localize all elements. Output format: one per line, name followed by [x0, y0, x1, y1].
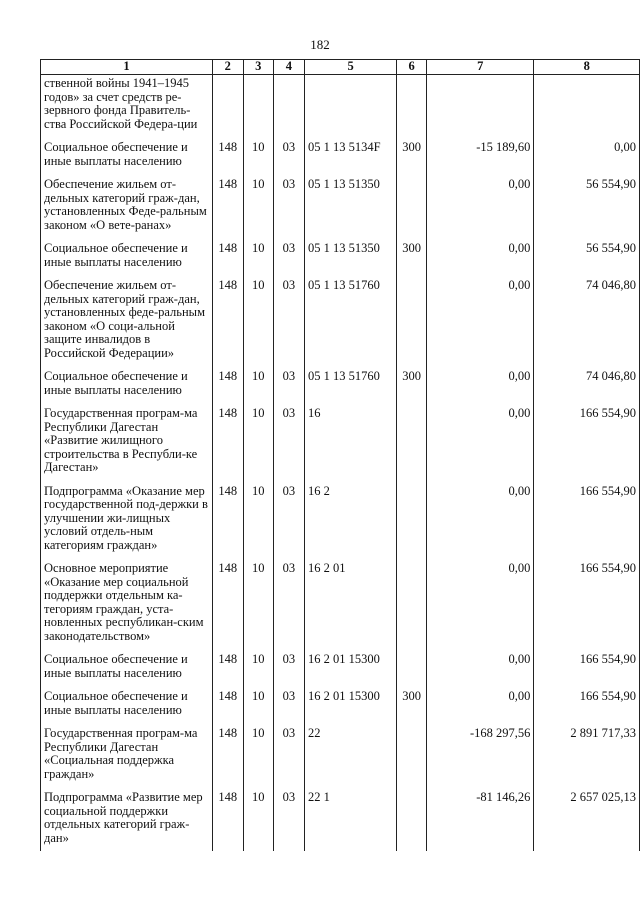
row-section: 10 [243, 787, 273, 851]
row-section: 10 [243, 174, 273, 238]
row-amount-total: 166 554,90 [534, 686, 640, 723]
column-header-3: 3 [243, 60, 273, 75]
row-amount-change: 0,00 [427, 558, 534, 649]
row-name: Основное мероприятие «Оказание мер социальной поддержки отдельным ка-тегориям граждан, уста-новленных республикан-ским законодательством» [41, 558, 213, 649]
row-target-article: 16 2 01 [305, 558, 397, 649]
table-row [41, 75, 640, 138]
column-header-1: 1 [41, 60, 213, 75]
row-subsection: 03 [273, 558, 304, 649]
table-row [41, 723, 640, 787]
row-name: Обеспечение жильем от-дельных категорий граж-дан, установленных феде-ральным законом «О соци-альной защите инвалидов в Российской Федерации» [41, 275, 213, 366]
row-ministry-code: 148 [212, 481, 243, 559]
row-expense-type [397, 558, 427, 649]
row-section: 10 [243, 137, 273, 174]
row-expense-type [397, 403, 427, 481]
row-amount-total: 2 891 717,33 [534, 723, 640, 787]
row-amount-change: 0,00 [427, 238, 534, 275]
column-header-5: 5 [305, 60, 397, 75]
row-target-article: 05 1 13 51350 [305, 174, 397, 238]
row-amount-change: -168 297,56 [427, 723, 534, 787]
row-amount-change: 0,00 [427, 366, 534, 403]
row-target-article: 16 [305, 403, 397, 481]
row-amount-total: 74 046,80 [534, 366, 640, 403]
row-name: Подпрограмма «Развитие мер социальной поддержки отдельных категорий граж-дан» [41, 787, 213, 851]
row-ministry-code: 148 [212, 275, 243, 366]
row-subsection: 03 [273, 686, 304, 723]
row-subsection: 03 [273, 723, 304, 787]
table-row [41, 174, 640, 238]
row-amount-change: 0,00 [427, 686, 534, 723]
row-amount-change: 0,00 [427, 481, 534, 559]
row-expense-type: 300 [397, 238, 427, 275]
row-section: 10 [243, 723, 273, 787]
table-row [41, 275, 640, 366]
row-amount-change: 0,00 [427, 403, 534, 481]
row-section [243, 75, 273, 138]
column-header-6: 6 [397, 60, 427, 75]
table-row [41, 649, 640, 686]
table-row [41, 366, 640, 403]
row-ministry-code: 148 [212, 787, 243, 851]
table-row [41, 481, 640, 559]
row-amount-change: -81 146,26 [427, 787, 534, 851]
row-target-article: 05 1 13 5134F [305, 137, 397, 174]
row-section: 10 [243, 275, 273, 366]
row-name: ственной войны 1941–1945 годов» за счет средств ре-зервного фонда Правитель-ства Российской Федера-ции [41, 75, 213, 138]
row-amount-total: 2 657 025,13 [534, 787, 640, 851]
row-amount-change: -15 189,60 [427, 137, 534, 174]
row-amount-change: 0,00 [427, 174, 534, 238]
row-ministry-code: 148 [212, 649, 243, 686]
row-expense-type [397, 787, 427, 851]
row-target-article: 22 1 [305, 787, 397, 851]
row-target-article: 16 2 [305, 481, 397, 559]
row-target-article: 05 1 13 51760 [305, 275, 397, 366]
row-ministry-code: 148 [212, 403, 243, 481]
row-subsection: 03 [273, 787, 304, 851]
row-amount-total: 166 554,90 [534, 649, 640, 686]
row-expense-type: 300 [397, 366, 427, 403]
row-target-article: 16 2 01 15300 [305, 649, 397, 686]
row-name: Государственная програм-ма Республики Дагестан «Социальная поддержка граждан» [41, 723, 213, 787]
row-name: Подпрограмма «Оказание мер государственной под-держки в улучшении жи-лищных условий отдель-ным категориям граждан» [41, 481, 213, 559]
column-header-7: 7 [427, 60, 534, 75]
row-subsection: 03 [273, 275, 304, 366]
header-row [41, 60, 640, 75]
row-ministry-code: 148 [212, 723, 243, 787]
row-name: Социальное обеспечение и иные выплаты населению [41, 649, 213, 686]
row-ministry-code: 148 [212, 174, 243, 238]
column-header-4: 4 [273, 60, 304, 75]
row-ministry-code: 148 [212, 686, 243, 723]
row-section: 10 [243, 558, 273, 649]
row-amount-total [534, 75, 640, 138]
row-ministry-code [212, 75, 243, 138]
row-expense-type: 300 [397, 137, 427, 174]
page-number: 182 [310, 37, 330, 52]
row-target-article: 05 1 13 51350 [305, 238, 397, 275]
row-section: 10 [243, 649, 273, 686]
row-subsection: 03 [273, 137, 304, 174]
row-expense-type [397, 649, 427, 686]
row-subsection: 03 [273, 174, 304, 238]
row-subsection: 03 [273, 366, 304, 403]
row-section: 10 [243, 481, 273, 559]
row-section: 10 [243, 403, 273, 481]
column-header-2: 2 [212, 60, 243, 75]
row-ministry-code: 148 [212, 137, 243, 174]
row-expense-type [397, 481, 427, 559]
row-target-article [305, 75, 397, 138]
row-expense-type [397, 174, 427, 238]
row-target-article: 16 2 01 15300 [305, 686, 397, 723]
row-amount-total: 166 554,90 [534, 558, 640, 649]
row-amount-total: 56 554,90 [534, 174, 640, 238]
row-name: Социальное обеспечение и иные выплаты населению [41, 366, 213, 403]
row-subsection: 03 [273, 481, 304, 559]
table-row [41, 238, 640, 275]
table-row [41, 137, 640, 174]
row-name: Социальное обеспечение и иные выплаты населению [41, 238, 213, 275]
row-amount-change: 0,00 [427, 649, 534, 686]
row-subsection: 03 [273, 403, 304, 481]
row-amount-total: 166 554,90 [534, 481, 640, 559]
row-ministry-code: 148 [212, 558, 243, 649]
row-expense-type [397, 75, 427, 138]
budget-table [40, 59, 640, 851]
row-ministry-code: 148 [212, 238, 243, 275]
row-expense-type: 300 [397, 686, 427, 723]
row-expense-type [397, 275, 427, 366]
row-amount-total: 166 554,90 [534, 403, 640, 481]
row-name: Обеспечение жильем от-дельных категорий граж-дан, установленных Феде-ральным законом «О вете-ранах» [41, 174, 213, 238]
row-name: Государственная програм-ма Республики Дагестан «Развитие жилищного строительства в Республи-ке Дагестан» [41, 403, 213, 481]
row-subsection: 03 [273, 238, 304, 275]
table-row [41, 403, 640, 481]
row-subsection [273, 75, 304, 138]
row-amount-total: 56 554,90 [534, 238, 640, 275]
row-subsection: 03 [273, 649, 304, 686]
row-target-article: 22 [305, 723, 397, 787]
row-amount-total: 74 046,80 [534, 275, 640, 366]
table-row [41, 686, 640, 723]
row-amount-total: 0,00 [534, 137, 640, 174]
row-expense-type [397, 723, 427, 787]
row-amount-change [427, 75, 534, 138]
row-section: 10 [243, 238, 273, 275]
row-target-article: 05 1 13 51760 [305, 366, 397, 403]
row-name: Социальное обеспечение и иные выплаты населению [41, 686, 213, 723]
row-ministry-code: 148 [212, 366, 243, 403]
table-row [41, 787, 640, 851]
row-section: 10 [243, 686, 273, 723]
row-amount-change: 0,00 [427, 275, 534, 366]
table-row [41, 558, 640, 649]
row-section: 10 [243, 366, 273, 403]
column-header-8: 8 [534, 60, 640, 75]
row-name: Социальное обеспечение и иные выплаты населению [41, 137, 213, 174]
